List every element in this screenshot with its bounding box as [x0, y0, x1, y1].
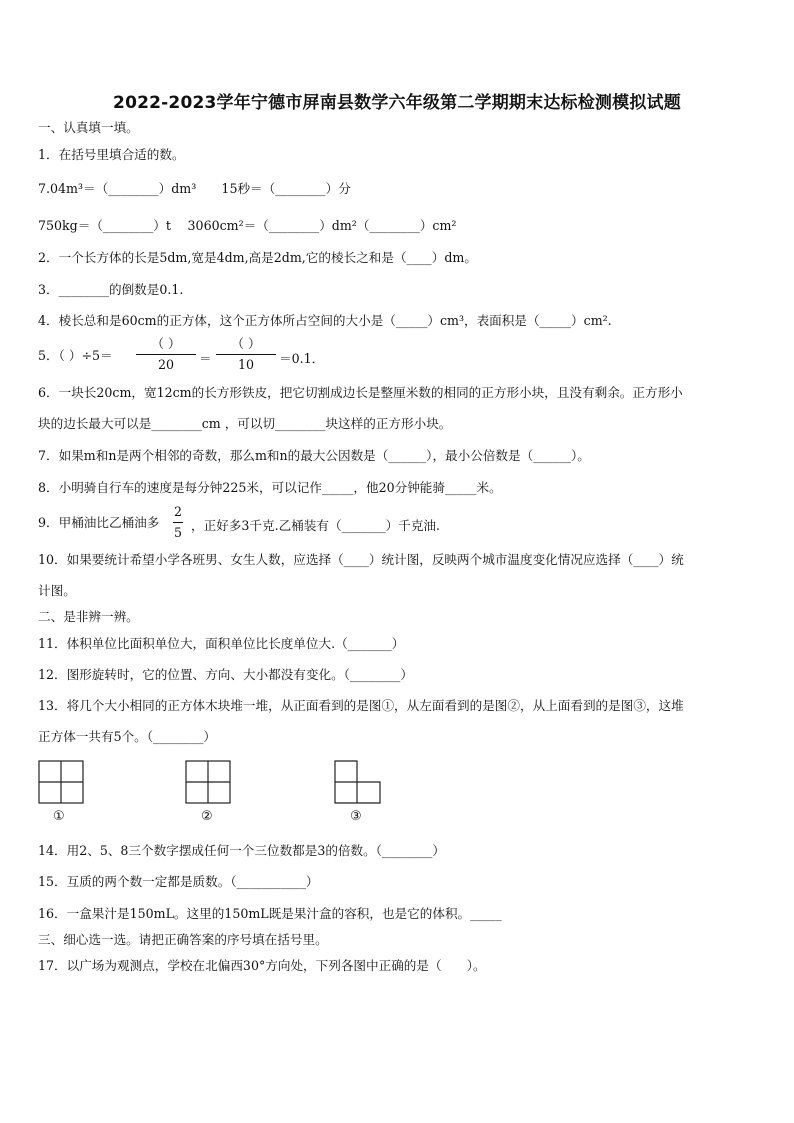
question-5-lead: 5．（ ）÷5＝	[38, 348, 113, 363]
question-4: 4．棱长总和是60cm的正方体，这个正方体所占空间的大小是（_____）cm³，表面积是（_____）cm².	[38, 313, 612, 328]
figure-1-label: ①	[53, 809, 65, 824]
question-11: 11．体积单位比面积单位大，面积单位比长度单位大.（_______）	[38, 636, 405, 651]
q9-numerator: 2	[173, 504, 182, 519]
section-1-heading: 一、认真填一填。	[38, 120, 139, 135]
q9-denominator: 5	[173, 525, 182, 540]
fraction-1-numerator: （ ）	[151, 336, 181, 351]
question-1-line-a: 7.04m³＝（________）dm³ 15秒＝（________）分	[38, 181, 351, 196]
question-10-line-2: 计图。	[38, 583, 76, 598]
question-12: 12．图形旋转时，它的位置、方向、大小都没有变化。（________）	[38, 667, 413, 682]
fraction-1-bar	[136, 354, 196, 355]
left-view-figure	[185, 760, 233, 806]
section-2-heading: 二、是非辨一辨。	[38, 609, 139, 624]
question-13-line-1: 13．将几个大小相同的正方体木块堆一堆，从正面看到的是图①，从左面看到的是图②，从上面看到的是图③，这堆	[38, 698, 684, 713]
question-5-fraction-1	[136, 336, 196, 373]
front-view-figure	[38, 760, 86, 806]
figure-2-label: ②	[201, 809, 213, 824]
question-5-equals: ＝	[199, 351, 212, 366]
fraction-1-denominator: 20	[157, 357, 175, 372]
section-3-heading: 三、细心选一选。请把正确答案的序号填在括号里。	[38, 932, 328, 947]
question-5-fraction-2	[216, 336, 276, 373]
question-6-line-1: 6．一块长20cm，宽12cm的长方形铁皮，把它切割成边长是整厘米数的相同的正方形小块，且没有剩余。正方形小	[38, 385, 683, 400]
question-1-line-b: 750kg＝（________）t 3060cm²＝（________）dm²（________）cm²	[38, 218, 457, 233]
question-14: 14．用2、5、8三个数字摆成任何一个三位数都是3的倍数。（________）	[38, 843, 445, 858]
fraction-2-numerator: （ ）	[231, 336, 261, 351]
question-7: 7．如果m和n是两个相邻的奇数，那么m和n的最大公因数是（______），最小公倍数是（______）。	[38, 448, 590, 463]
fraction-2-bar	[216, 354, 276, 355]
question-9-fraction	[173, 504, 183, 541]
question-5-tail: ＝0.1．	[279, 351, 325, 366]
question-9-lead: 9．甲桶油比乙桶油多	[38, 515, 160, 530]
figure-3-label: ③	[350, 809, 362, 824]
question-2: 2．一个长方体的长是5dm,宽是4dm,高是2dm,它的棱长之和是（____）dm。	[38, 250, 477, 265]
fraction-2-denominator: 10	[237, 357, 255, 372]
question-1-stem: 1．在括号里填合适的数。	[38, 147, 185, 162]
question-3: 3．________的倒数是0.1.	[38, 282, 184, 297]
question-17: 17．以广场为观测点，学校在北偏西30°方向处，下列各图中正确的是（ ）。	[38, 958, 486, 973]
question-8: 8．小明骑自行车的速度是每分钟225米，可以记作_____，他20分钟能骑_____米。	[38, 480, 502, 495]
exam-title: 2022-2023学年宁德市屏南县数学六年级第二学期期末达标检测模拟试题	[113, 93, 681, 113]
question-10-line-1: 10．如果要统计希望小学各班男、女生人数，应选择（____）统计图，反映两个城市温度变化情况应选择（____）统	[38, 552, 684, 567]
question-15: 15．互质的两个数一定都是质数。（___________）	[38, 874, 319, 889]
top-view-figure	[334, 760, 384, 806]
question-6-line-2: 块的边长最大可以是________cm ，可以切________块这样的正方形小块。	[38, 416, 452, 431]
question-9-tail: ，正好多3千克.乙桶装有（_______）千克油.	[191, 518, 441, 533]
q9-bar	[173, 522, 183, 523]
question-16: 16．一盒果汁是150mL。这里的150mL既是果汁盒的容积，也是它的体积。_____	[38, 906, 502, 921]
question-13-line-2: 正方体一共有5个。（________）	[38, 729, 217, 744]
